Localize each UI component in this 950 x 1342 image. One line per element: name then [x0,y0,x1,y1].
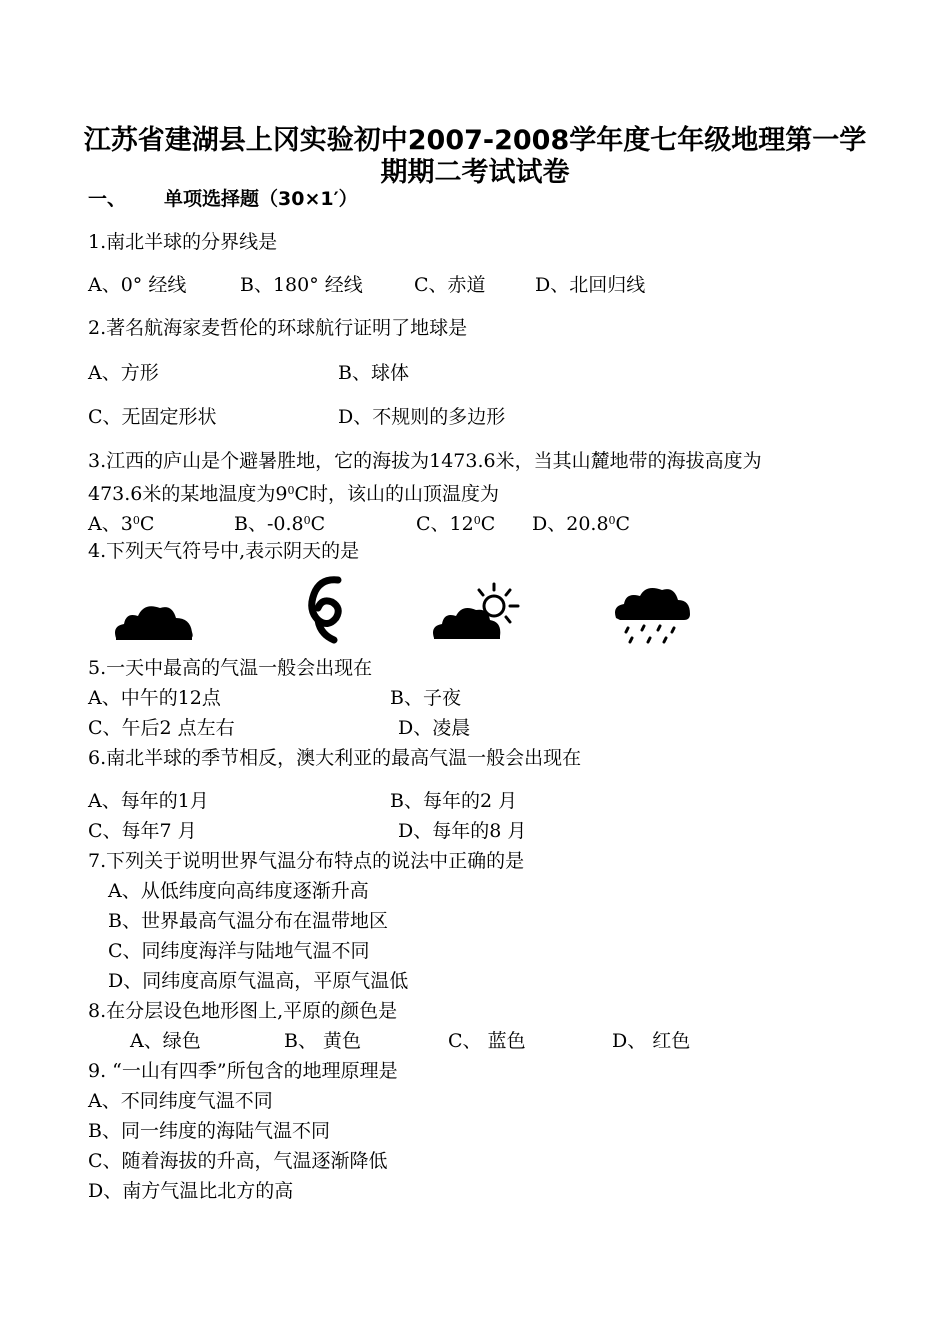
q8-option-c: C、 蓝色 [448,1030,526,1052]
question-1-stem: 1.南北半球的分界线是 [88,231,278,253]
q2-option-a: A、方形 [88,362,159,384]
question-4-stem: 4.下列天气符号中,表示阴天的是 [88,540,360,562]
question-8-stem: 8.在分层设色地形图上,平原的颜色是 [88,1000,398,1022]
q8-option-a: A、绿色 [130,1030,201,1052]
q1-option-d: D、北回归线 [535,274,646,296]
q1-option-a: A、0° 经线 [88,274,187,296]
q6-option-c: C、每年7 月 [88,820,197,842]
degree-mark: 0 [303,514,311,527]
question-6-stem: 6.南北半球的季节相反，澳大利亚的最高气温一般会出现在 [88,747,582,769]
q1-option-c: C、赤道 [414,274,486,296]
q3-option-b-value: B、-0.8 [234,513,304,535]
q7-option-c: C、同纬度海洋与陆地气温不同 [108,940,370,962]
q5-option-c: C、午后2 点左右 [88,717,235,739]
q3-stem-post: C时，该山的山顶温度为 [294,483,500,505]
question-3-stem-line2 [88,479,499,506]
document-title-line1: 江苏省建湖县上冈实验初中2007-2008学年度七年级地理第一学 [83,125,867,156]
q7-option-a: A、从低纬度向高纬度逐渐升高 [108,880,369,902]
q6-option-d: D、每年的8 月 [398,820,527,842]
q7-option-b: B、世界最高气温分布在温带地区 [108,910,388,932]
q5-option-a: A、中午的12点 [88,687,221,709]
q8-option-d: D、 红色 [612,1030,691,1052]
q3-option-c-value: C、12 [416,513,474,535]
rain-cloud-icon [612,584,692,646]
q8-option-b: B、 黄色 [284,1030,362,1052]
q9-option-c: C、随着海拔的升高，气温逐渐降低 [88,1150,388,1172]
question-3-stem-line1: 3.江西的庐山是个避暑胜地，它的海拔为1473.6米，当其山麓地带的海拔高度为 [88,450,762,472]
section-number: 一、 [88,188,127,210]
question-7-stem: 7.下列关于说明世界气温分布特点的说法中正确的是 [88,850,525,872]
degree-mark: 0 [473,514,481,527]
q3-option-c [416,509,495,536]
unit: C [615,513,631,535]
q5-option-d: D、凌晨 [398,717,471,739]
degree-mark: 0 [608,514,616,527]
unit: C [310,513,326,535]
q3-option-d [532,509,630,536]
q2-option-c: C、无固定形状 [88,406,217,428]
section-heading [88,184,358,211]
document-title-line2: 期期二考试试卷 [380,157,570,188]
q6-option-b: B、每年的2 月 [390,790,518,812]
overcast-cloud-icon [110,596,196,646]
q2-option-d: D、不规则的多边形 [338,406,506,428]
unit: C [139,513,155,535]
degree-mark: 0 [287,484,295,497]
q3-option-d-value: D、20.8 [532,513,609,535]
q9-option-b: B、同一纬度的海陆气温不同 [88,1120,330,1142]
q5-option-b: B、子夜 [390,687,461,709]
q9-option-d: D、南方气温比北方的高 [88,1180,294,1202]
question-5-stem: 5.一天中最高的气温一般会出现在 [88,657,373,679]
q3-option-a [88,509,154,536]
q3-option-a-value: A、3 [88,513,133,535]
q3-option-b [234,509,325,536]
unit: C [480,513,496,535]
q3-stem-pre: 473.6米的某地温度为9 [88,483,288,505]
section-label: 单项选择题（30×1′） [164,188,358,210]
q2-option-b: B、球体 [338,362,409,384]
question-9-stem: 9. “一山有四季”所包含的地理原理是 [88,1060,398,1082]
question-2-stem: 2.著名航海家麦哲伦的环球航行证明了地球是 [88,317,468,339]
partly-cloudy-icon [430,580,530,644]
typhoon-icon [300,574,352,646]
q1-option-b: B、180° 经线 [240,274,363,296]
q6-option-a: A、每年的1月 [88,790,209,812]
q7-option-d: D、同纬度高原气温高，平原气温低 [108,970,409,992]
q9-option-a: A、不同纬度气温不同 [88,1090,273,1112]
degree-mark: 0 [132,514,140,527]
